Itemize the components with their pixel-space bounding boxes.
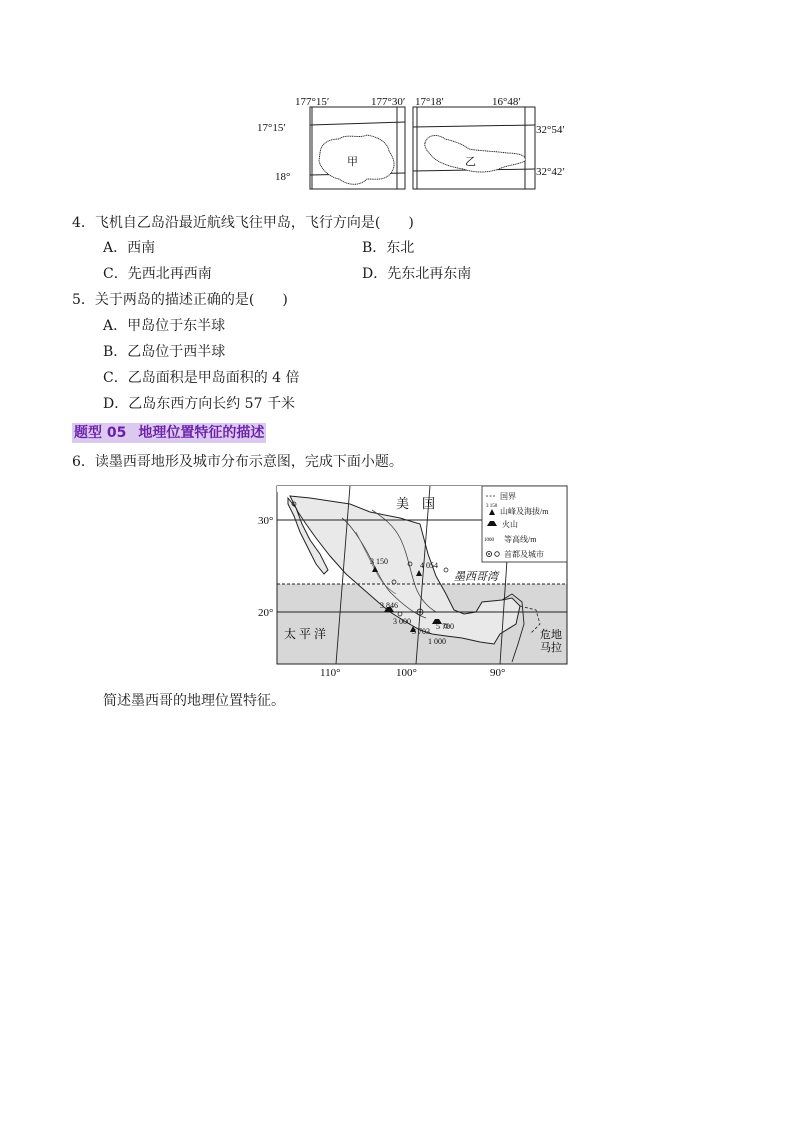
q4-option-a[interactable]: A．西南 [103,240,156,256]
map-legend [482,486,567,562]
svg-text:4 054: 4 054 [420,561,438,570]
svg-text:危地: 危地 [540,629,562,641]
svg-text:30°: 30° [258,515,274,527]
island-maps-figure [255,95,585,195]
q5-option-a[interactable]: A．甲岛位于东半球 [103,318,226,334]
island-yi-map [413,96,565,189]
svg-text:32°42′: 32°42′ [536,166,565,178]
svg-text:20°: 20° [258,607,274,619]
svg-text:太 平 洋: 太 平 洋 [284,627,327,641]
svg-text:110°: 110° [320,667,341,679]
question-4-stem: 4．飞机自乙岛沿最近航线飞往甲岛，飞行方向是( ) [72,215,414,231]
svg-text:山峰及海拔/m: 山峰及海拔/m [500,507,549,516]
svg-text:32°54′: 32°54′ [536,124,565,136]
svg-text:1000: 1000 [484,538,494,543]
svg-text:墨西哥湾: 墨西哥湾 [454,571,498,583]
question-6-task: 简述墨西哥的地理位置特征。 [103,693,285,709]
svg-text:甲: 甲 [347,156,358,168]
svg-text:3 846: 3 846 [380,601,398,610]
q4-option-c[interactable]: C．先西北再西南 [103,266,212,282]
svg-text:1 000: 1 000 [428,637,446,646]
svg-text:90°: 90° [490,667,506,679]
svg-text:3 703: 3 703 [412,627,430,636]
svg-text:5 700: 5 700 [436,622,454,631]
section-title: 地理位置特征的描述 [138,425,265,441]
svg-text:乙: 乙 [465,156,476,168]
question-6-stem: 6．读墨西哥地形及城市分布示意图，完成下面小题。 [72,454,403,470]
island-jia-map [257,96,405,189]
svg-text:3 000: 3 000 [393,617,411,626]
question-5-stem: 5．关于两岛的描述正确的是( ) [72,292,288,308]
q5-option-c[interactable]: C．乙岛面积是甲岛面积的 4 倍 [103,370,300,386]
q5-option-b[interactable]: B．乙岛位于西半球 [103,344,226,360]
svg-text:177°15′: 177°15′ [295,96,330,108]
svg-text:3 150: 3 150 [486,504,498,509]
svg-text:177°30′: 177°30′ [371,96,406,108]
svg-text:首都及城市: 首都及城市 [504,550,544,559]
svg-text:马拉: 马拉 [540,642,562,654]
svg-text:国界: 国界 [500,492,516,501]
svg-text:16°48′: 16°48′ [492,96,521,108]
section-header [72,423,266,443]
q5-option-d[interactable]: D．乙岛东西方向长约 57 千米 [103,396,295,412]
svg-text:17°15′: 17°15′ [257,122,286,134]
section-number: 题型 05 [74,425,127,441]
mexico-terrain-map [250,484,570,680]
svg-text:100°: 100° [396,667,417,679]
q4-option-d[interactable]: D．先东北再东南 [362,266,472,282]
svg-text:17°18′: 17°18′ [415,96,444,108]
svg-text:3 150: 3 150 [370,557,388,566]
q4-option-b[interactable]: B．东北 [362,240,415,256]
svg-text:18°: 18° [275,171,291,183]
svg-text:美 国: 美 国 [396,496,436,511]
svg-text:火山: 火山 [502,520,518,529]
svg-text:等高线/m: 等高线/m [504,535,537,544]
